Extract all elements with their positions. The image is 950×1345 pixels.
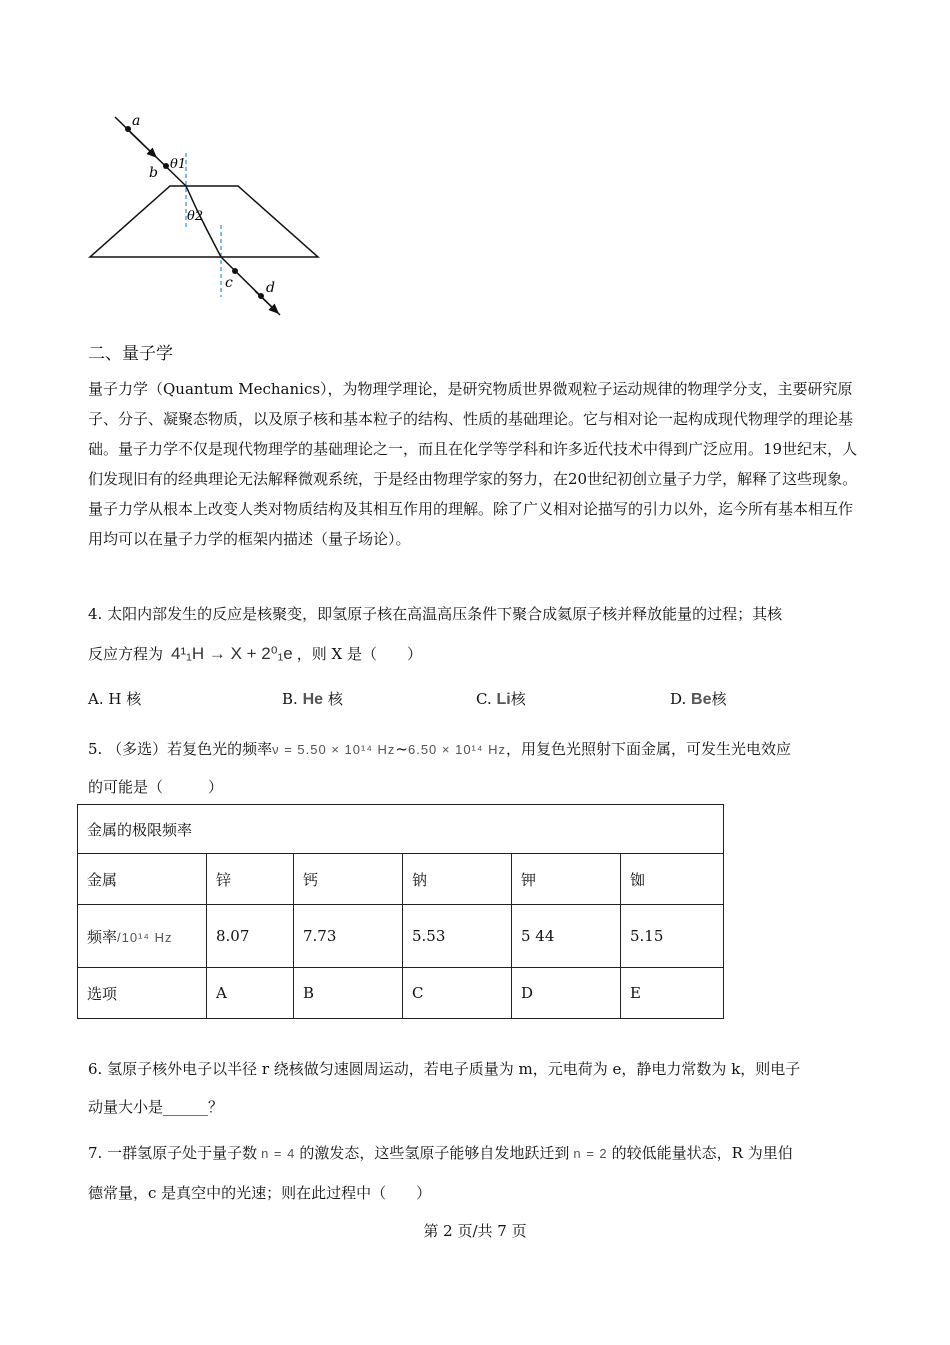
- table-cell: C: [403, 968, 512, 1019]
- option-letter: A.: [88, 690, 104, 708]
- label-c: c: [225, 275, 233, 291]
- table-cell: 5.15: [621, 905, 724, 968]
- q7-post: 的较低能量状态，R 为里伯: [611, 1144, 793, 1162]
- option-symbol: He: [302, 691, 324, 708]
- table-cell: 5.53: [403, 905, 512, 968]
- option-symbol: Li: [496, 691, 511, 708]
- q5-pre: 5. （多选）若复色光的频率: [88, 740, 273, 758]
- q5-post: ，用复色光照射下面金属，可发生光电效应: [505, 740, 791, 758]
- table-cell: 铷: [621, 854, 724, 905]
- q4-option-c[interactable]: [476, 688, 526, 709]
- table-cell: E: [621, 968, 724, 1019]
- table-caption: 金属的极限频率: [78, 805, 724, 854]
- table-cell: 7.73: [294, 905, 403, 968]
- metal-frequency-table: [77, 804, 724, 1019]
- q7-line1: [88, 1142, 793, 1163]
- option-letter: B.: [282, 690, 298, 708]
- q5-freq-low: ν = 5.50 × 10¹⁴ Hz: [272, 742, 396, 757]
- intro-paragraph: 量子力学（Quantum Mechanics），为物理学理论，是研究物质世界微观粒子运动规律的物理学分支，主要研究原子、分子、凝聚态物质，以及原子核和基本粒子的结构、性质的基础理论。它与相对论一起构成现代物理学的理论基础。量子力学不仅是现代物理学的基础理论之一，而且在化学等学科和许多近代技术中得到广泛应用。19世纪末，人们发现旧有的经典理论无法解释微观系统，于是经由物理学家的努力，在20世纪初创立量子力学，解释了这些现象。量子力学从根本上改变人类对物质结构及其相互作用的理解。除了广义相对论描写的引力以外，迄今所有基本相互作用均可以在量子力学的框架内描述（量子场论）。: [88, 380, 858, 548]
- table-cell: 钙: [294, 854, 403, 905]
- option-symbol: Be: [691, 691, 712, 708]
- point-d: [258, 293, 264, 299]
- q5-line1: [88, 738, 791, 759]
- point-c: [232, 268, 238, 274]
- option-suffix: 核: [126, 690, 142, 708]
- option-symbol: H: [108, 690, 122, 708]
- q4-line1: 4. 太阳内部发生的反应是核聚变，即氢原子核在高温高压条件下聚合成氦原子核并释放能量的过程；其核: [88, 605, 783, 623]
- table-row-label: 选项: [78, 968, 207, 1019]
- q7-pre: 7. 一群氢原子处于量子数: [88, 1144, 258, 1162]
- q6-line2: 动量大小是______？: [88, 1098, 224, 1116]
- option-letter: D.: [670, 690, 687, 708]
- q7-line2: 德常量，c 是真空中的光速；则在此过程中（ ）: [88, 1184, 432, 1202]
- incident-arrow: [130, 132, 156, 157]
- table-cell: 锌: [207, 854, 294, 905]
- q7-n2: n = 2: [573, 1146, 608, 1161]
- point-a: [125, 126, 131, 132]
- q5-line2: 的可能是（ ）: [88, 778, 224, 796]
- q4-post: ，则 X 是（ ）: [296, 645, 422, 663]
- trapezoid-prism: [90, 186, 318, 257]
- q4-line2: [88, 643, 422, 664]
- table-cell: D: [512, 968, 621, 1019]
- label-b: b: [149, 165, 158, 181]
- label-theta2: θ2: [187, 209, 204, 224]
- table-cell: 5 44: [512, 905, 621, 968]
- page-footer: 第 2 页/共 7 页: [423, 1222, 527, 1240]
- q4-pre: 反应方程为: [88, 645, 164, 663]
- section-title: 二、量子学: [88, 344, 173, 364]
- q4-option-a[interactable]: [88, 688, 141, 709]
- table-cell: B: [294, 968, 403, 1019]
- option-suffix: 核: [510, 690, 526, 708]
- q7-mid: 的激发态，这些氢原子能够自发地跃迁到: [299, 1144, 570, 1162]
- q4-option-b[interactable]: [282, 688, 343, 709]
- q4-equation: 4¹₁H → X + 2⁰₁e: [171, 644, 293, 663]
- table-cell: A: [207, 968, 294, 1019]
- option-suffix: 核: [327, 690, 343, 708]
- option-letter: C.: [476, 690, 492, 708]
- label-d: d: [266, 280, 275, 296]
- q5-tilde: ~: [395, 740, 408, 758]
- table-cell: 钾: [512, 854, 621, 905]
- table-row-label: [78, 905, 207, 968]
- option-suffix: 核: [711, 690, 727, 708]
- label-a: a: [132, 113, 141, 129]
- refraction-diagram: [80, 105, 340, 325]
- q7-n1: n = 4: [261, 1146, 296, 1161]
- freq-unit: /10¹⁴ Hz: [117, 929, 173, 945]
- freq-label: 频率: [87, 927, 118, 946]
- point-b: [163, 163, 169, 169]
- table-cell: 8.07: [207, 905, 294, 968]
- q6-line1: 6. 氢原子核外电子以半径 r 绕核做匀速圆周运动，若电子质量为 m，元电荷为 e，静电力常数为 k，则电子: [88, 1060, 801, 1078]
- table-cell: 钠: [403, 854, 512, 905]
- label-theta1: θ1: [170, 157, 187, 172]
- table-row-label: 金属: [78, 854, 207, 905]
- q4-option-d[interactable]: [670, 688, 727, 709]
- q5-freq-high: 6.50 × 10¹⁴ Hz: [407, 742, 506, 757]
